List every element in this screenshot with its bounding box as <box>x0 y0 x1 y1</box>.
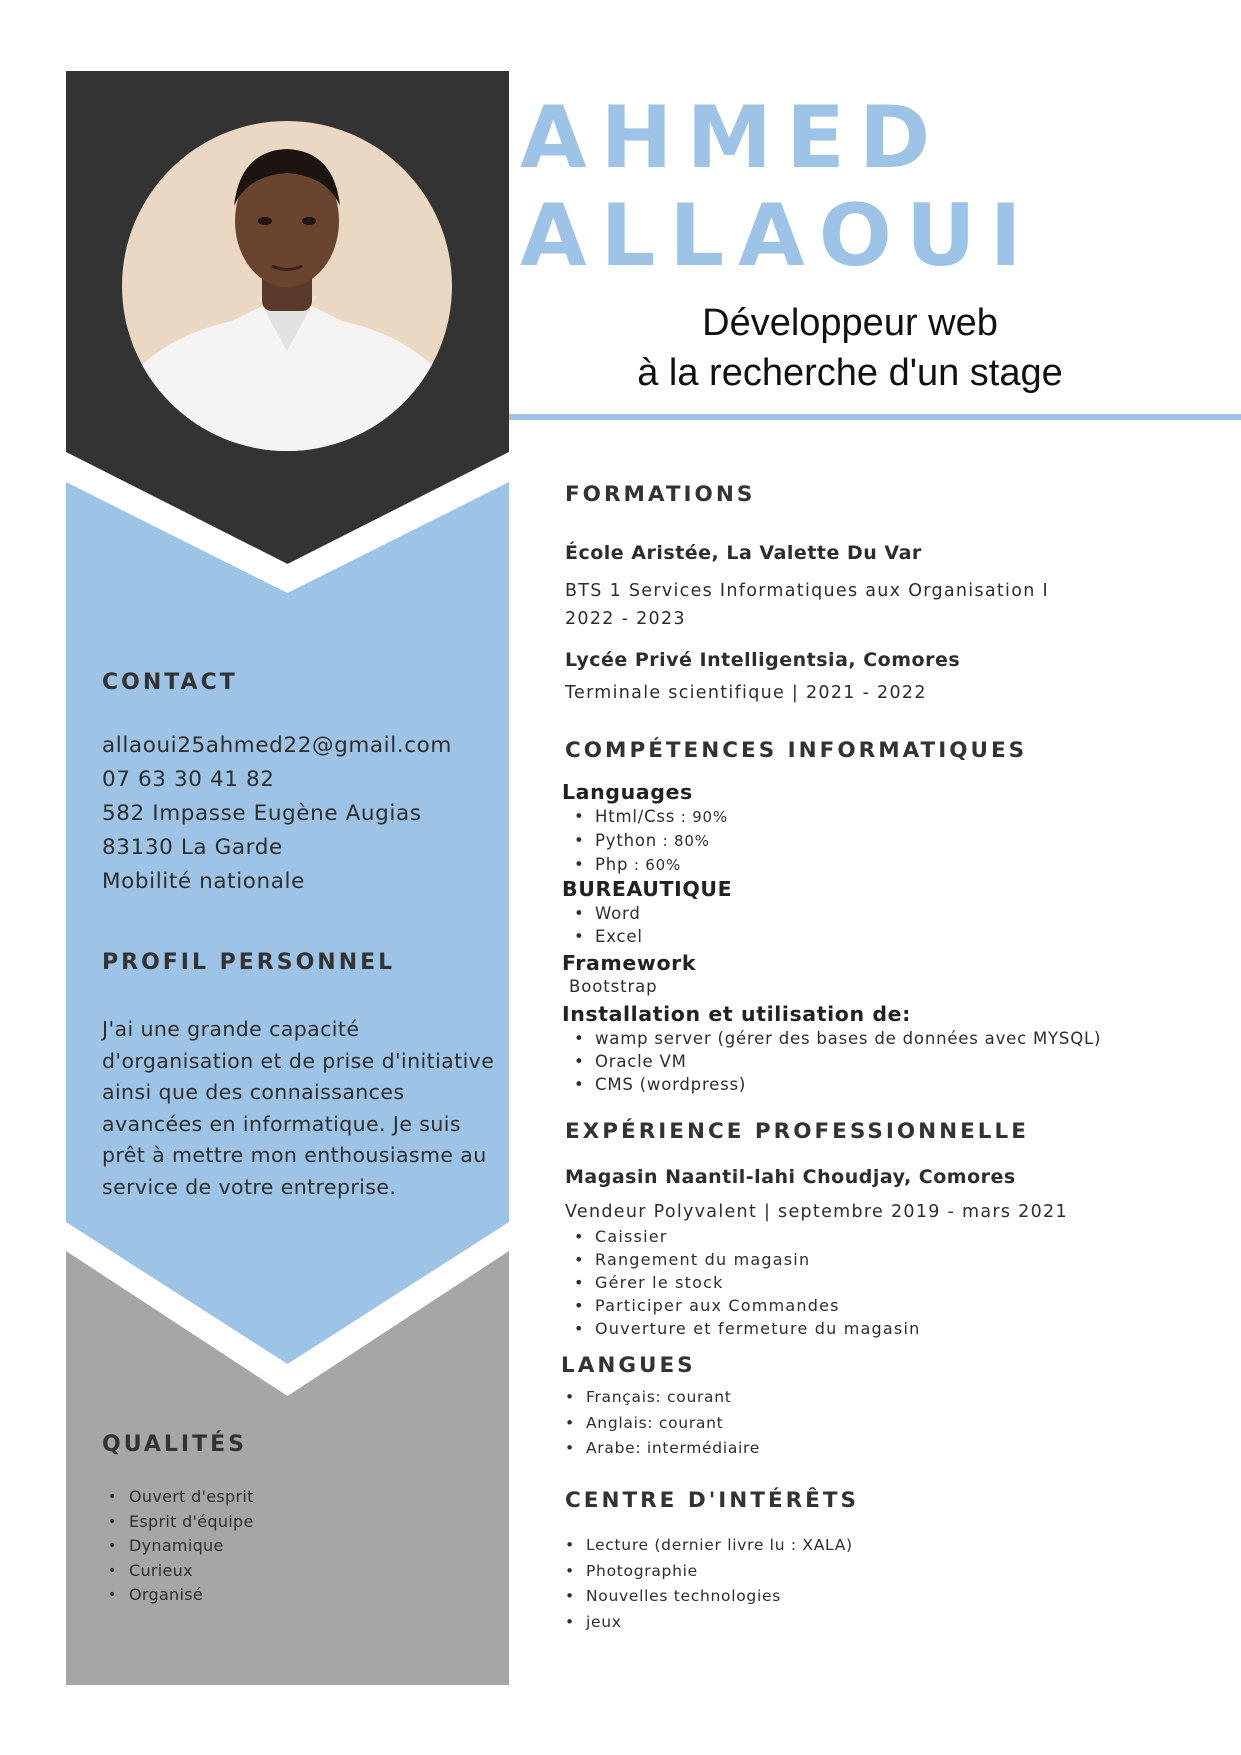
experience-tasks <box>565 1225 920 1340</box>
contact-mobility: Mobilité nationale <box>102 869 305 894</box>
formation-years-1: 2022 - 2023 <box>565 609 686 629</box>
formation-detail-1: BTS 1 Services Informatiques aux Organisation I <box>565 581 1049 601</box>
framework-title: Framework <box>562 951 697 975</box>
langues-list <box>560 1385 760 1462</box>
list-item: • Caissier <box>565 1225 920 1248</box>
header-divider <box>509 414 1241 420</box>
profile-photo <box>122 121 452 451</box>
experience-company: Magasin Naantil-lahi Choudjay, Comores <box>565 1166 1016 1188</box>
langues-title: LANGUES <box>561 1353 696 1378</box>
job-subtitle <box>520 298 1180 398</box>
profil-title: PROFIL PERSONNEL <box>102 950 396 975</box>
list-item: • Python : 80% <box>565 829 728 853</box>
contact-title: CONTACT <box>102 670 238 695</box>
list-item: • Word <box>565 902 643 925</box>
installation-title: Installation et utilisation de: <box>562 1002 911 1026</box>
list-item: • jeux <box>560 1610 853 1636</box>
list-item: • Organisé <box>108 1583 254 1608</box>
formation-school-1: École Aristée, La Valette Du Var <box>565 542 922 564</box>
contact-city: 83130 La Garde <box>102 835 283 860</box>
contact-list <box>102 729 452 899</box>
interets-title: CENTRE D'INTÉRÊTS <box>565 1488 860 1513</box>
subtitle-line-2: à la recherche d'un stage <box>637 352 1063 394</box>
languages-list <box>565 805 728 877</box>
list-item: • Oracle VM <box>565 1050 1101 1073</box>
list-item: • wamp server (gérer des bases de données avec MYSQL) <box>565 1027 1101 1050</box>
framework-item: Bootstrap <box>569 977 658 996</box>
list-item: • Gérer le stock <box>565 1271 920 1294</box>
contact-address: 582 Impasse Eugène Augias <box>102 801 422 826</box>
list-item: • Arabe: intermédiaire <box>560 1436 760 1462</box>
list-item: • Ouvert d'esprit <box>108 1485 254 1510</box>
list-item: • Php : 60% <box>565 853 728 877</box>
list-item: • Dynamique <box>108 1534 254 1559</box>
list-item: • Ouverture et fermeture du magasin <box>565 1317 920 1340</box>
list-item: • Curieux <box>108 1559 254 1584</box>
list-item: • CMS (wordpress) <box>565 1073 1101 1096</box>
list-item: • Rangement du magasin <box>565 1248 920 1271</box>
competences-title: COMPÉTENCES INFORMATIQUES <box>565 738 1028 763</box>
experience-title: EXPÉRIENCE PROFESSIONNELLE <box>565 1119 1029 1144</box>
interets-list <box>560 1533 853 1635</box>
first-name: AHMED <box>520 88 945 188</box>
installation-list <box>565 1027 1101 1096</box>
formation-school-2: Lycée Privé Intelligentsia, Comores <box>565 649 961 671</box>
list-item: • Anglais: courant <box>560 1411 760 1437</box>
experience-role: Vendeur Polyvalent | septembre 2019 - mars 2021 <box>565 1202 1068 1222</box>
list-item: • Lecture (dernier livre lu : XALA) <box>560 1533 853 1559</box>
contact-email[interactable]: allaoui25ahmed22@gmail.com <box>102 733 452 758</box>
formations-title: FORMATIONS <box>565 482 756 507</box>
subtitle-line-1: Développeur web <box>702 302 998 344</box>
list-item: • Participer aux Commandes <box>565 1294 920 1317</box>
profil-text: J'ai une grande capacité d'organisation et de prise d'initiative ainsi que des connaissances avancées en informatique. Je suis prêt à mettre mon enthousiasme au service de votre entreprise. <box>102 1017 495 1199</box>
formation-detail-2: Terminale scientifique | 2021 - 2022 <box>565 683 927 703</box>
bureautique-title: BUREAUTIQUE <box>562 877 733 901</box>
list-item: • Français: courant <box>560 1385 760 1411</box>
list-item: • Esprit d'équipe <box>108 1510 254 1535</box>
qualites-title: QUALITÉS <box>102 1432 247 1457</box>
list-item: • Excel <box>565 925 643 948</box>
qualites-list <box>108 1485 254 1608</box>
bureautique-list <box>565 902 643 948</box>
list-item: • Photographie <box>560 1559 853 1585</box>
list-item: • Nouvelles technologies <box>560 1584 853 1610</box>
languages-title: Languages <box>562 780 693 804</box>
last-name: ALLAOUI <box>520 186 1036 286</box>
list-item: • Html/Css : 90% <box>565 805 728 829</box>
contact-phone[interactable]: 07 63 30 41 82 <box>102 767 275 792</box>
